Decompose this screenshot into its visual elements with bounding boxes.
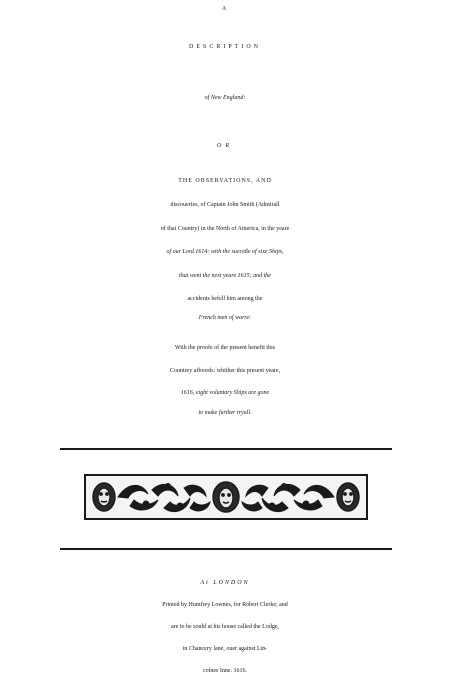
- or-separator: OR: [217, 143, 233, 149]
- divider-rule: [60, 448, 392, 450]
- title-main: DESCRIPTION: [188, 44, 261, 50]
- divider-rule-lower: [60, 548, 392, 550]
- body-line-2: discoueries, of Captain John Smith (Admirall: [170, 202, 280, 208]
- body-line-1: THE OBSERVATIONS, AND: [178, 178, 272, 184]
- body-line-3: of that Country) in the North of America, in the yeare: [160, 226, 290, 232]
- imprint-line-3: in Chancery lane, ouer against Lin-: [182, 646, 268, 652]
- printers-ornament: [84, 474, 368, 520]
- body-line-7: French men of warre:: [198, 315, 252, 321]
- proof-line-2: Countrey affoords: whither this present yeare,: [169, 368, 281, 374]
- imprint-line-1: Printed by Humfrey Lownes, for Robert Clerke; and: [162, 602, 288, 608]
- title-subtitle: of New England:: [204, 95, 246, 101]
- decorative-ornament-icon: [86, 476, 366, 518]
- proof-line-1: With the proofe of the present benefit this: [174, 345, 276, 351]
- body-line-5: that went the next yeare 1615; and the: [179, 273, 271, 279]
- imprint-line-2: are to be sould at his house called the Lodge,: [171, 624, 279, 630]
- proof-line-3: 1616, eight voluntary Ships are gone: [180, 390, 270, 396]
- imprint-city: At LONDON: [200, 580, 250, 586]
- body-line-6: accidents befell him among the: [187, 296, 263, 302]
- imprint-line-4: colnes Inne. 1616.: [203, 668, 247, 674]
- proof-line-4: to make further tryall.: [198, 410, 252, 416]
- title-article: A: [221, 6, 229, 12]
- body-line-4: of our Lord 1614: with the succeße of sixe Ships,: [166, 249, 284, 255]
